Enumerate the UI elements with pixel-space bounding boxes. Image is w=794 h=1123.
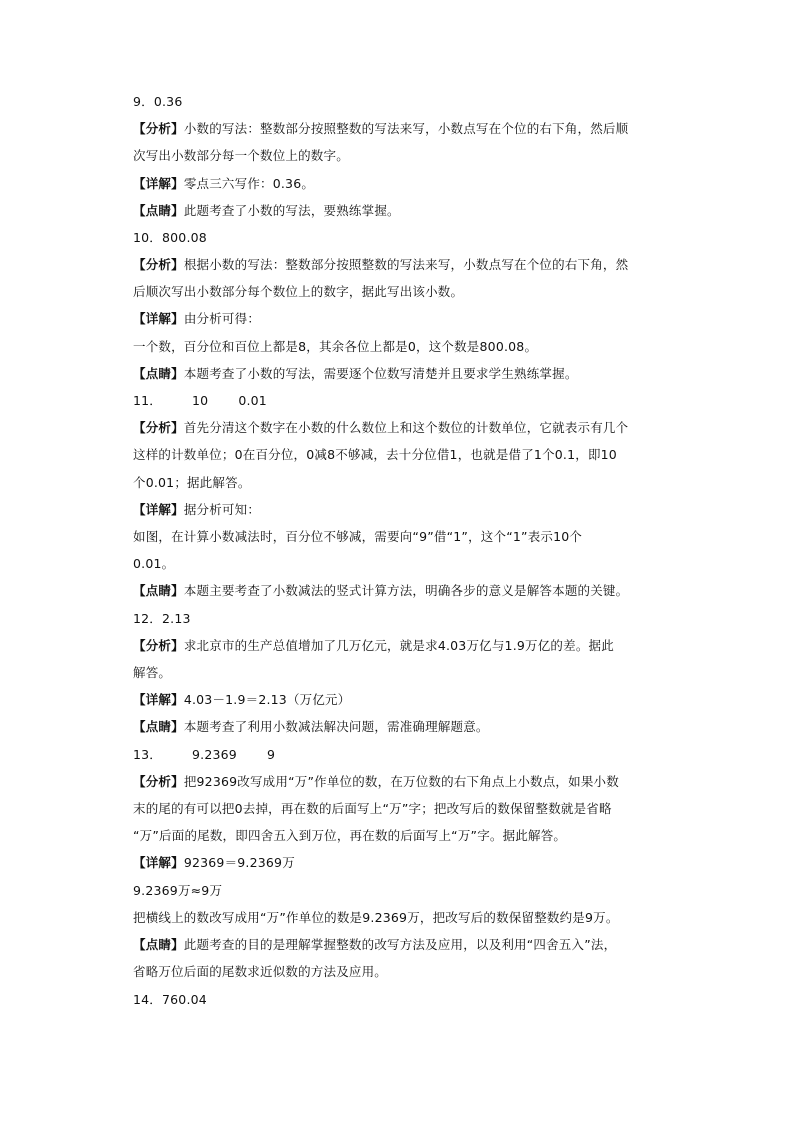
analysis-line: 【分析】根据小数的写法：整数部分按照整数的写法来写，小数点写在个位的右下角，然 (133, 257, 629, 272)
answer-line: 10．800.08 (133, 230, 207, 245)
answer-line: 11． 10 0.01 (133, 393, 267, 408)
comment-line: 【点睛】本题主要考查了小数减法的竖式计算方法，明确各步的意义是解答本题的关键。 (133, 583, 629, 598)
detail-line: 【详解】零点三六写作：0.36。 (133, 176, 315, 191)
section-tag: 【分析】 (133, 774, 184, 789)
text-line: “万”后面的尾数，即四舍五入到万位，再在数的后面写上“万”字。据此解答。 (133, 828, 567, 843)
analysis-line: 【分析】求北京市的生产总值增加了几万亿元，就是求4.03万亿与1.9万亿的差。据此 (133, 638, 614, 653)
section-tag: 【点睛】 (133, 937, 184, 952)
analysis-line: 【分析】小数的写法：整数部分按照整数的写法来写，小数点写在个位的右下角，然后顺 (133, 121, 629, 136)
analysis-line: 【分析】把92369改写成用“万”作单位的数，在万位数的右下角点上小数点，如果小数 (133, 774, 619, 789)
text-line: 末的尾的有可以把0去掉，再在数的后面写上“万”字；把改写后的数保留整数就是省略 (133, 801, 612, 816)
section-tag: 【详解】 (133, 855, 184, 870)
section-tag: 【点睛】 (133, 203, 184, 218)
text-line: 省略万位后面的尾数求近似数的方法及应用。 (133, 964, 388, 979)
section-tag: 【点睛】 (133, 583, 184, 598)
section-tag: 【分析】 (133, 638, 184, 653)
answer-line: 12．2.13 (133, 611, 191, 626)
section-tag: 【详解】 (133, 692, 184, 707)
comment-line: 【点睛】此题考查的目的是理解掌握整数的改写方法及应用，以及利用“四舍五入”法， (133, 937, 617, 952)
section-tag: 【分析】 (133, 121, 184, 136)
section-tag: 【分析】 (133, 257, 184, 272)
text-line: 个0.01；据此解答。 (133, 475, 251, 490)
answer-line: 14．760.04 (133, 992, 207, 1007)
section-tag: 【分析】 (133, 420, 184, 435)
comment-line: 【点睛】本题考查了利用小数减法解决问题，需准确理解题意。 (133, 719, 489, 734)
detail-line: 【详解】据分析可知： (133, 502, 261, 517)
text-line: 9.2369万≈9万 (133, 883, 223, 898)
detail-line: 【详解】92369＝9.2369万 (133, 855, 295, 870)
answer-line: 9．0.36 (133, 94, 183, 109)
section-tag: 【详解】 (133, 176, 184, 191)
section-tag: 【详解】 (133, 502, 184, 517)
text-line: 这样的计数单位；0在百分位，0减8不够减，去十分位借1，也就是借了1个0.1，即10 (133, 447, 617, 462)
text-line: 后顺次写出小数部分每个数位上的数字，据此写出该小数。 (133, 284, 464, 299)
answer-line: 13． 9.2369 9 (133, 747, 276, 762)
section-tag: 【点睛】 (133, 366, 184, 381)
section-tag: 【详解】 (133, 311, 184, 326)
analysis-line: 【分析】首先分清这个数字在小数的什么数位上和这个数位的计数单位，它就表示有几个 (133, 420, 629, 435)
comment-line: 【点睛】本题考查了小数的写法，需要逐个位数写清楚并且要求学生熟练掌握。 (133, 366, 578, 381)
text-line: 0.01。 (133, 556, 175, 571)
text-line: 把横线上的数改写成用“万”作单位的数是9.2369万，把改写后的数保留整数约是9万。 (133, 910, 619, 925)
section-tag: 【点睛】 (133, 719, 184, 734)
comment-line: 【点睛】此题考查了小数的写法，要熟练掌握。 (133, 203, 400, 218)
detail-line: 【详解】由分析可得： (133, 311, 261, 326)
text-line: 解答。 (133, 665, 172, 680)
detail-line: 【详解】4.03－1.9＝2.13（万亿元） (133, 692, 351, 707)
text-line: 如图，在计算小数减法时，百分位不够减，需要向“9”借“1”，这个“1”表示10个 (133, 529, 583, 544)
text-line: 次写出小数部分每一个数位上的数字。 (133, 148, 349, 163)
text-line: 一个数，百分位和百位上都是8，其余各位上都是0，这个数是800.08。 (133, 339, 538, 354)
